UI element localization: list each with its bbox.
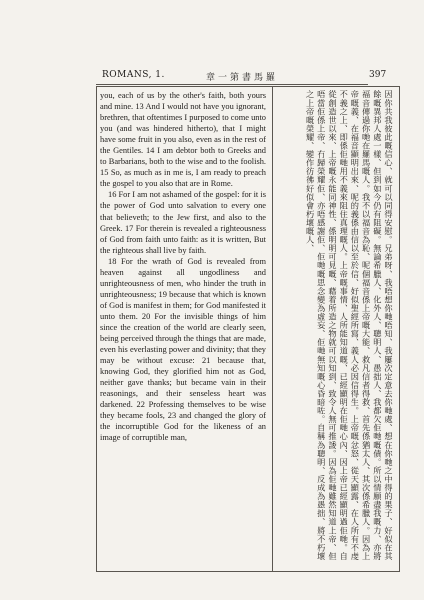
- page-number: 397: [369, 70, 387, 80]
- running-head-chinese-title: 章一第書馬羅: [206, 73, 279, 83]
- chinese-column: 因你共我彼此嘅信心、就可以同得安慰。兄弟呀、我唔想你哋唔知、我屢次定意去你哋處、想在你哋之中得的果子、好似在其餘嘅異邦人處一樣、但到如今仍有阻礙。無論希臘人、化外人、聰明人、愚拙人、我都欠佢哋嘅債。所以情願盡我嘅力、亦將福音傳過你哋在羅馬嘅人。我不以福音為恥、呢個福音係上帝嘅大能、救凡信者得救、首先係猶太人、其次係希臘人。因為上帝嘅義、在福音顯明出來、呢的義係由信以至於信、好似聖經所寫、義人必因信得生。上帝嘅忿怒、從天顯露、在人所有不虔不義之上、即係佢哋用不義來阻住真理嘅人。上帝嘅事情、人所能知道嘅、已經顯明在佢哋心內、因上帝已經顯明過佢哋。自從創造世以來、上帝嘅永能同神性、係明明可見嘅、藉着所造之物就可以知到、致令人無可推諉。因為佢哋雖然知道上帝、但唔當佢係上帝、冇歸榮耀佢、亦唔感謝佢、佢哋嘅思念變為虛妄、佢哋無知嘅心昏暗咗。自稱為聰明、反成為愚拙、將不朽壞之上帝嘅榮耀、變作彷彿好似會朽壞嘅人、: [305, 90, 394, 561]
- running-head: [96, 70, 368, 85]
- english-paragraph: you, each of us by the other's faith, both yours and mine. 13 And I would not have you ignorant, brethren, that oftentimes I purposed to come unto you (and was hindered hitherto), that I might have some fruit in you also, even as in the rest of the Gentiles. 14 I am debtor both to Greeks and to Barbarians, both to the wise and to the foolish. 15 So, as much as in me is, I am ready to preach the gospel to you also that are in Rome.: [100, 91, 266, 189]
- column-divider: [272, 86, 273, 572]
- english-paragraph: 16 For I am not ashamed of the gospel: for it is the power of God unto salvation to every one that believeth; to the Jew first, and also to the Greek. 17 For therein is revealed a righteousness of God from faith unto faith: as it is written, But the righteous shall live by faith.: [100, 190, 266, 255]
- english-column: [100, 90, 266, 566]
- english-paragraph: 18 For the wrath of God is revealed from heaven against all ungodliness and unrighteousness of men, who hinder the truth in unrighteousness; 19 because that which is known of God is manifest in them; for God manifested it unto them. 20 For the invisible things of him since the creation of the world are clearly seen, being perceived through the things that are made, even his everlasting power and divinity; that they may be without excuse: 21 because that, knowing God, they glorified him not as God, neither gave thanks; but became vain in their reasonings, and their senseless heart was darkened. 22 Professing themselves to be wise they became fools, 23 and changed the glory of the incorruptible God for the likeness of an image of corruptible man,: [100, 256, 266, 443]
- running-head-book-chapter: ROMANS, 1.: [102, 70, 165, 80]
